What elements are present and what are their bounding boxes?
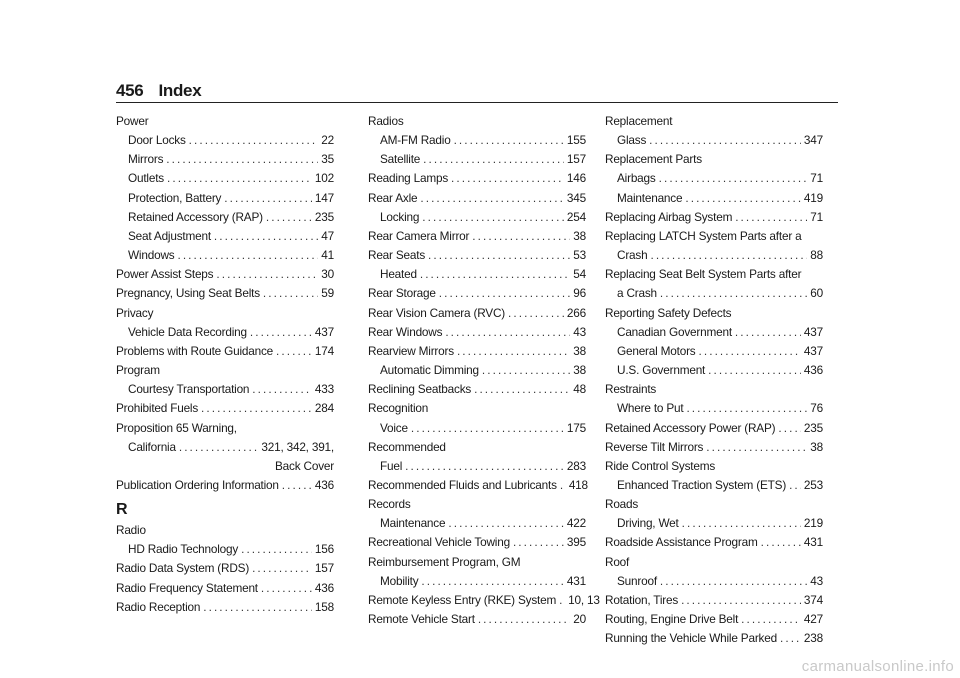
dot-leader [422, 208, 564, 227]
index-heading: Restraints [605, 382, 657, 397]
dot-leader [708, 361, 801, 380]
index-column-1 [116, 112, 334, 617]
index-entry [605, 591, 823, 610]
index-entry [605, 208, 823, 227]
page-reference: 38 [573, 343, 586, 358]
index-entry [368, 610, 586, 629]
index-column-2 [368, 112, 600, 629]
page-reference: 175 [566, 420, 586, 435]
index-subentry [116, 323, 334, 342]
dot-leader [167, 169, 312, 188]
dot-leader [649, 131, 801, 150]
index-subentry [116, 131, 334, 150]
dot-leader [741, 610, 801, 629]
page-reference: 174 [314, 343, 334, 358]
dot-leader [478, 610, 570, 629]
dot-leader [659, 169, 808, 188]
index-continuation: Back Cover [275, 458, 334, 473]
page-reference: 157 [314, 561, 334, 576]
page-reference: 253 [803, 477, 823, 492]
page-reference: 146 [566, 171, 586, 186]
page-reference: 30 [321, 267, 334, 282]
index-heading: Replacing LATCH System Parts after a [605, 228, 802, 243]
page-reference: 437 [314, 324, 334, 339]
index-entry [116, 342, 334, 361]
page-reference: 38 [810, 439, 823, 454]
page-reference: 53 [573, 248, 586, 263]
entry-label: Glass [617, 133, 647, 148]
dot-leader [789, 476, 801, 495]
dot-leader [189, 131, 319, 150]
index-entry [368, 189, 586, 208]
entry-label: Where to Put [617, 401, 684, 416]
page-reference: 436 [803, 363, 823, 378]
index-subentry [368, 514, 586, 533]
dot-leader [650, 246, 807, 265]
page-reference: 284 [314, 401, 334, 416]
index-subentry [116, 246, 334, 265]
page-reference: 88 [810, 248, 823, 263]
entry-label: Rear Axle [368, 190, 418, 205]
index-entry [116, 265, 334, 284]
entry-label: U.S. Government [617, 363, 706, 378]
page-reference: 321, 342, 391, [261, 439, 334, 454]
page-reference: 238 [803, 631, 823, 646]
page-reference: 235 [314, 209, 334, 224]
entry-label: Seat Adjustment [128, 228, 211, 243]
page-reference: 418 [568, 477, 588, 492]
index-heading: Replacement [605, 114, 673, 128]
index-entry [368, 476, 586, 495]
entry-label: Driving, Wet [617, 516, 679, 531]
entry-label: Recommended Fluids and Lubricants [368, 477, 557, 492]
dot-leader [559, 591, 565, 610]
entry-label: Fuel [380, 458, 403, 473]
entry-label: Locking [380, 209, 420, 224]
index-heading: Replacement Parts [605, 152, 702, 167]
page-reference: 437 [803, 343, 823, 358]
entry-label: Roadside Assistance Program [605, 535, 758, 550]
page-reference: 427 [803, 612, 823, 627]
dot-leader [451, 169, 564, 188]
index-subentry [605, 514, 823, 533]
page-reference: 254 [566, 209, 586, 224]
index-subentry [605, 399, 823, 418]
entry-label: Maintenance [617, 190, 683, 205]
page-reference: 102 [314, 171, 334, 186]
page-reference: 436 [314, 580, 334, 595]
index-subentry [368, 265, 586, 284]
index-subentry [605, 284, 823, 303]
index-heading: Radio [116, 523, 146, 538]
page-reference: 395 [566, 535, 586, 550]
index-entry [368, 533, 586, 552]
index-subentry [116, 380, 334, 399]
entry-label: Heated [380, 267, 417, 282]
page-reference: 47 [321, 228, 334, 243]
entry-label: Reading Lamps [368, 171, 449, 186]
dot-leader [439, 284, 571, 303]
dot-leader [241, 540, 312, 559]
entry-label: Canadian Government [617, 324, 732, 339]
dot-leader [472, 227, 570, 246]
index-subentry [368, 208, 586, 227]
page-title: Index [158, 81, 202, 100]
index-subentry [605, 342, 823, 361]
dot-leader [261, 579, 312, 598]
entry-label: Rear Seats [368, 248, 426, 263]
page-reference: 54 [573, 267, 586, 282]
dot-leader [686, 399, 807, 418]
dot-leader [428, 246, 570, 265]
dot-leader [166, 150, 318, 169]
index-entry [116, 559, 334, 578]
page-reference: 43 [573, 324, 586, 339]
page-reference: 219 [803, 516, 823, 531]
entry-label: Running the Vehicle While Parked [605, 631, 777, 646]
page-reference: 155 [566, 133, 586, 148]
page-reference: 59 [321, 286, 334, 301]
entry-label: Replacing Airbag System [605, 209, 733, 224]
index-subentry [368, 361, 586, 380]
entry-label: Maintenance [380, 516, 446, 531]
page-reference: 41 [321, 248, 334, 263]
page-reference: 436 [314, 477, 334, 492]
entry-label: Rear Vision Camera (RVC) [368, 305, 506, 320]
entry-label: Problems with Route Guidance [116, 343, 274, 358]
dot-leader [513, 533, 564, 552]
entry-label: Door Locks [128, 133, 186, 148]
entry-label: Remote Keyless Entry (RKE) System [368, 592, 557, 607]
entry-label: Rearview Mirrors [368, 343, 454, 358]
index-entry [368, 169, 586, 188]
entry-label: Voice [380, 420, 408, 435]
entry-label: Crash [617, 248, 648, 263]
dot-leader [420, 189, 564, 208]
index-subentry [116, 438, 334, 457]
dot-leader [252, 559, 312, 578]
entry-label: Prohibited Fuels [116, 401, 199, 416]
index-entry [605, 438, 823, 457]
page-reference: 266 [566, 305, 586, 320]
page-reference: 156 [314, 542, 334, 557]
section-letter: R [116, 501, 128, 519]
index-entry [116, 399, 334, 418]
entry-label: AM-FM Radio [380, 133, 451, 148]
page-reference: 419 [803, 190, 823, 205]
dot-leader [423, 150, 564, 169]
index-heading: Records [368, 497, 411, 512]
index-entry [368, 342, 586, 361]
index-entry [368, 380, 586, 399]
page-reference: 48 [573, 382, 586, 397]
page-reference: 158 [314, 599, 334, 614]
entry-label: Radio Frequency Statement [116, 580, 258, 595]
page-reference: 96 [573, 286, 586, 301]
dot-leader [681, 591, 801, 610]
index-entry [605, 533, 823, 552]
dot-leader [778, 419, 801, 438]
entry-label: Rear Storage [368, 286, 436, 301]
entry-label: Recreational Vehicle Towing [368, 535, 510, 550]
dot-leader [411, 419, 564, 438]
dot-leader [179, 438, 259, 457]
page-reference: 437 [803, 324, 823, 339]
entry-label: California [128, 439, 176, 454]
entry-label: Mirrors [128, 152, 164, 167]
page-reference: 157 [566, 152, 586, 167]
dot-leader [421, 572, 564, 591]
dot-leader [735, 323, 801, 342]
index-subentry [605, 476, 823, 495]
index-subentry [368, 419, 586, 438]
index-subentry [116, 540, 334, 559]
dot-leader [214, 227, 318, 246]
entry-label: Radio Reception [116, 599, 201, 614]
dot-leader [780, 629, 801, 648]
index-subentry [116, 208, 334, 227]
entry-label: Protection, Battery [128, 190, 222, 205]
dot-leader [282, 476, 312, 495]
page-reference: 22 [321, 133, 334, 148]
index-subentry [116, 189, 334, 208]
dot-leader [560, 476, 566, 495]
dot-leader [266, 208, 312, 227]
index-entry [605, 419, 823, 438]
dot-leader [706, 438, 807, 457]
dot-leader [201, 399, 312, 418]
index-heading: Radios [368, 114, 404, 128]
dot-leader [457, 342, 570, 361]
dot-leader [660, 572, 807, 591]
dot-leader [177, 246, 318, 265]
index-heading: Privacy [116, 305, 154, 320]
page-reference: 433 [314, 382, 334, 397]
dot-leader [216, 265, 318, 284]
dot-leader [474, 380, 570, 399]
index-subentry [605, 246, 823, 265]
entry-label: Reclining Seatbacks [368, 382, 472, 397]
page-reference: 431 [566, 573, 586, 588]
index-entry [368, 227, 586, 246]
entry-label: Mobility [380, 573, 419, 588]
index-subentry [368, 457, 586, 476]
entry-label: Airbags [617, 171, 656, 186]
index-entry [368, 304, 586, 323]
entry-label: Remote Vehicle Start [368, 612, 475, 627]
dot-leader [660, 284, 807, 303]
page-reference: 76 [810, 401, 823, 416]
index-subentry [605, 189, 823, 208]
dot-leader [405, 457, 564, 476]
watermark-text: carmanualsonline.info [801, 658, 954, 675]
index-subentry [605, 361, 823, 380]
entry-label: Power Assist Steps [116, 267, 214, 282]
index-entry [368, 591, 600, 610]
index-subentry [116, 227, 334, 246]
entry-label: General Motors [617, 343, 696, 358]
page-reference: 35 [321, 152, 334, 167]
dot-leader [263, 284, 318, 303]
page-reference: 147 [314, 190, 334, 205]
entry-label: Rear Windows [368, 324, 443, 339]
page-reference: 38 [573, 228, 586, 243]
entry-label: Publication Ordering Information [116, 477, 279, 492]
entry-label: Retained Accessory Power (RAP) [605, 420, 776, 435]
entry-label: Outlets [128, 171, 164, 186]
index-entry [116, 579, 334, 598]
dot-leader [685, 189, 801, 208]
index-subentry [116, 169, 334, 188]
entry-label: Satellite [380, 152, 421, 167]
page-reference: 71 [810, 209, 823, 224]
dot-leader [203, 598, 312, 617]
index-subentry [605, 131, 823, 150]
entry-label: Sunroof [617, 573, 657, 588]
index-subentry [116, 150, 334, 169]
index-heading: Replacing Seat Belt System Parts after [605, 267, 802, 282]
page-reference: 38 [573, 363, 586, 378]
dot-leader [508, 304, 564, 323]
index-heading: Power [116, 114, 149, 128]
index-heading: Reimbursement Program, GM [368, 554, 521, 569]
page-reference: 345 [566, 190, 586, 205]
dot-leader [735, 208, 807, 227]
dot-leader [761, 533, 801, 552]
index-heading: Roof [605, 554, 630, 569]
page-reference: 20 [573, 612, 586, 627]
entry-label: Vehicle Data Recording [128, 324, 247, 339]
entry-label: a Crash [617, 286, 657, 301]
dot-leader [699, 342, 801, 361]
page-reference: 422 [566, 516, 586, 531]
dot-leader [448, 514, 564, 533]
dot-leader [252, 380, 312, 399]
index-subentry [605, 572, 823, 591]
index-subentry [368, 572, 586, 591]
dot-leader [276, 342, 312, 361]
index-entry [605, 610, 823, 629]
page-reference: 71 [810, 171, 823, 186]
dot-leader [454, 131, 564, 150]
index-heading: Recognition [368, 401, 429, 416]
page-number: 456 [116, 81, 144, 100]
page-reference: 235 [803, 420, 823, 435]
dot-leader [482, 361, 570, 380]
index-entry [368, 246, 586, 265]
index-entry [116, 284, 334, 303]
entry-label: Enhanced Traction System (ETS) [617, 477, 787, 492]
index-entry [116, 598, 334, 617]
index-subentry [368, 150, 586, 169]
index-entry [605, 629, 823, 648]
entry-label: Rotation, Tires [605, 592, 679, 607]
dot-leader [420, 265, 570, 284]
index-subentry [605, 169, 823, 188]
page-reference: 347 [803, 133, 823, 148]
page-reference: 374 [803, 592, 823, 607]
index-heading: Program [116, 363, 160, 378]
index-entry [368, 323, 586, 342]
entry-label: HD Radio Technology [128, 542, 239, 557]
index-column-3 [605, 112, 823, 648]
index-subentry [368, 131, 586, 150]
entry-label: Courtesy Transportation [128, 382, 250, 397]
entry-label: Reverse Tilt Mirrors [605, 439, 704, 454]
page-reference: 283 [566, 458, 586, 473]
page-reference: 43 [810, 573, 823, 588]
index-heading: Reporting Safety Defects [605, 305, 732, 320]
page-header [116, 82, 838, 103]
index-entry [116, 476, 334, 495]
entry-label: Routing, Engine Drive Belt [605, 612, 739, 627]
index-heading: Recommended [368, 439, 446, 454]
entry-label: Windows [128, 248, 175, 263]
index-entry [368, 284, 586, 303]
dot-leader [445, 323, 570, 342]
index-heading: Roads [605, 497, 639, 512]
entry-label: Pregnancy, Using Seat Belts [116, 286, 260, 301]
entry-label: Automatic Dimming [380, 363, 479, 378]
dot-leader [224, 189, 312, 208]
index-subentry [605, 323, 823, 342]
index-heading: Ride Control Systems [605, 458, 716, 473]
entry-label: Radio Data System (RDS) [116, 561, 250, 576]
dot-leader [682, 514, 801, 533]
page-reference: 431 [803, 535, 823, 550]
dot-leader [250, 323, 312, 342]
page-reference: 10, 13 [568, 592, 600, 607]
index-heading: Proposition 65 Warning, [116, 420, 237, 435]
entry-label: Rear Camera Mirror [368, 228, 470, 243]
entry-label: Retained Accessory (RAP) [128, 209, 263, 224]
page-reference: 60 [810, 286, 823, 301]
